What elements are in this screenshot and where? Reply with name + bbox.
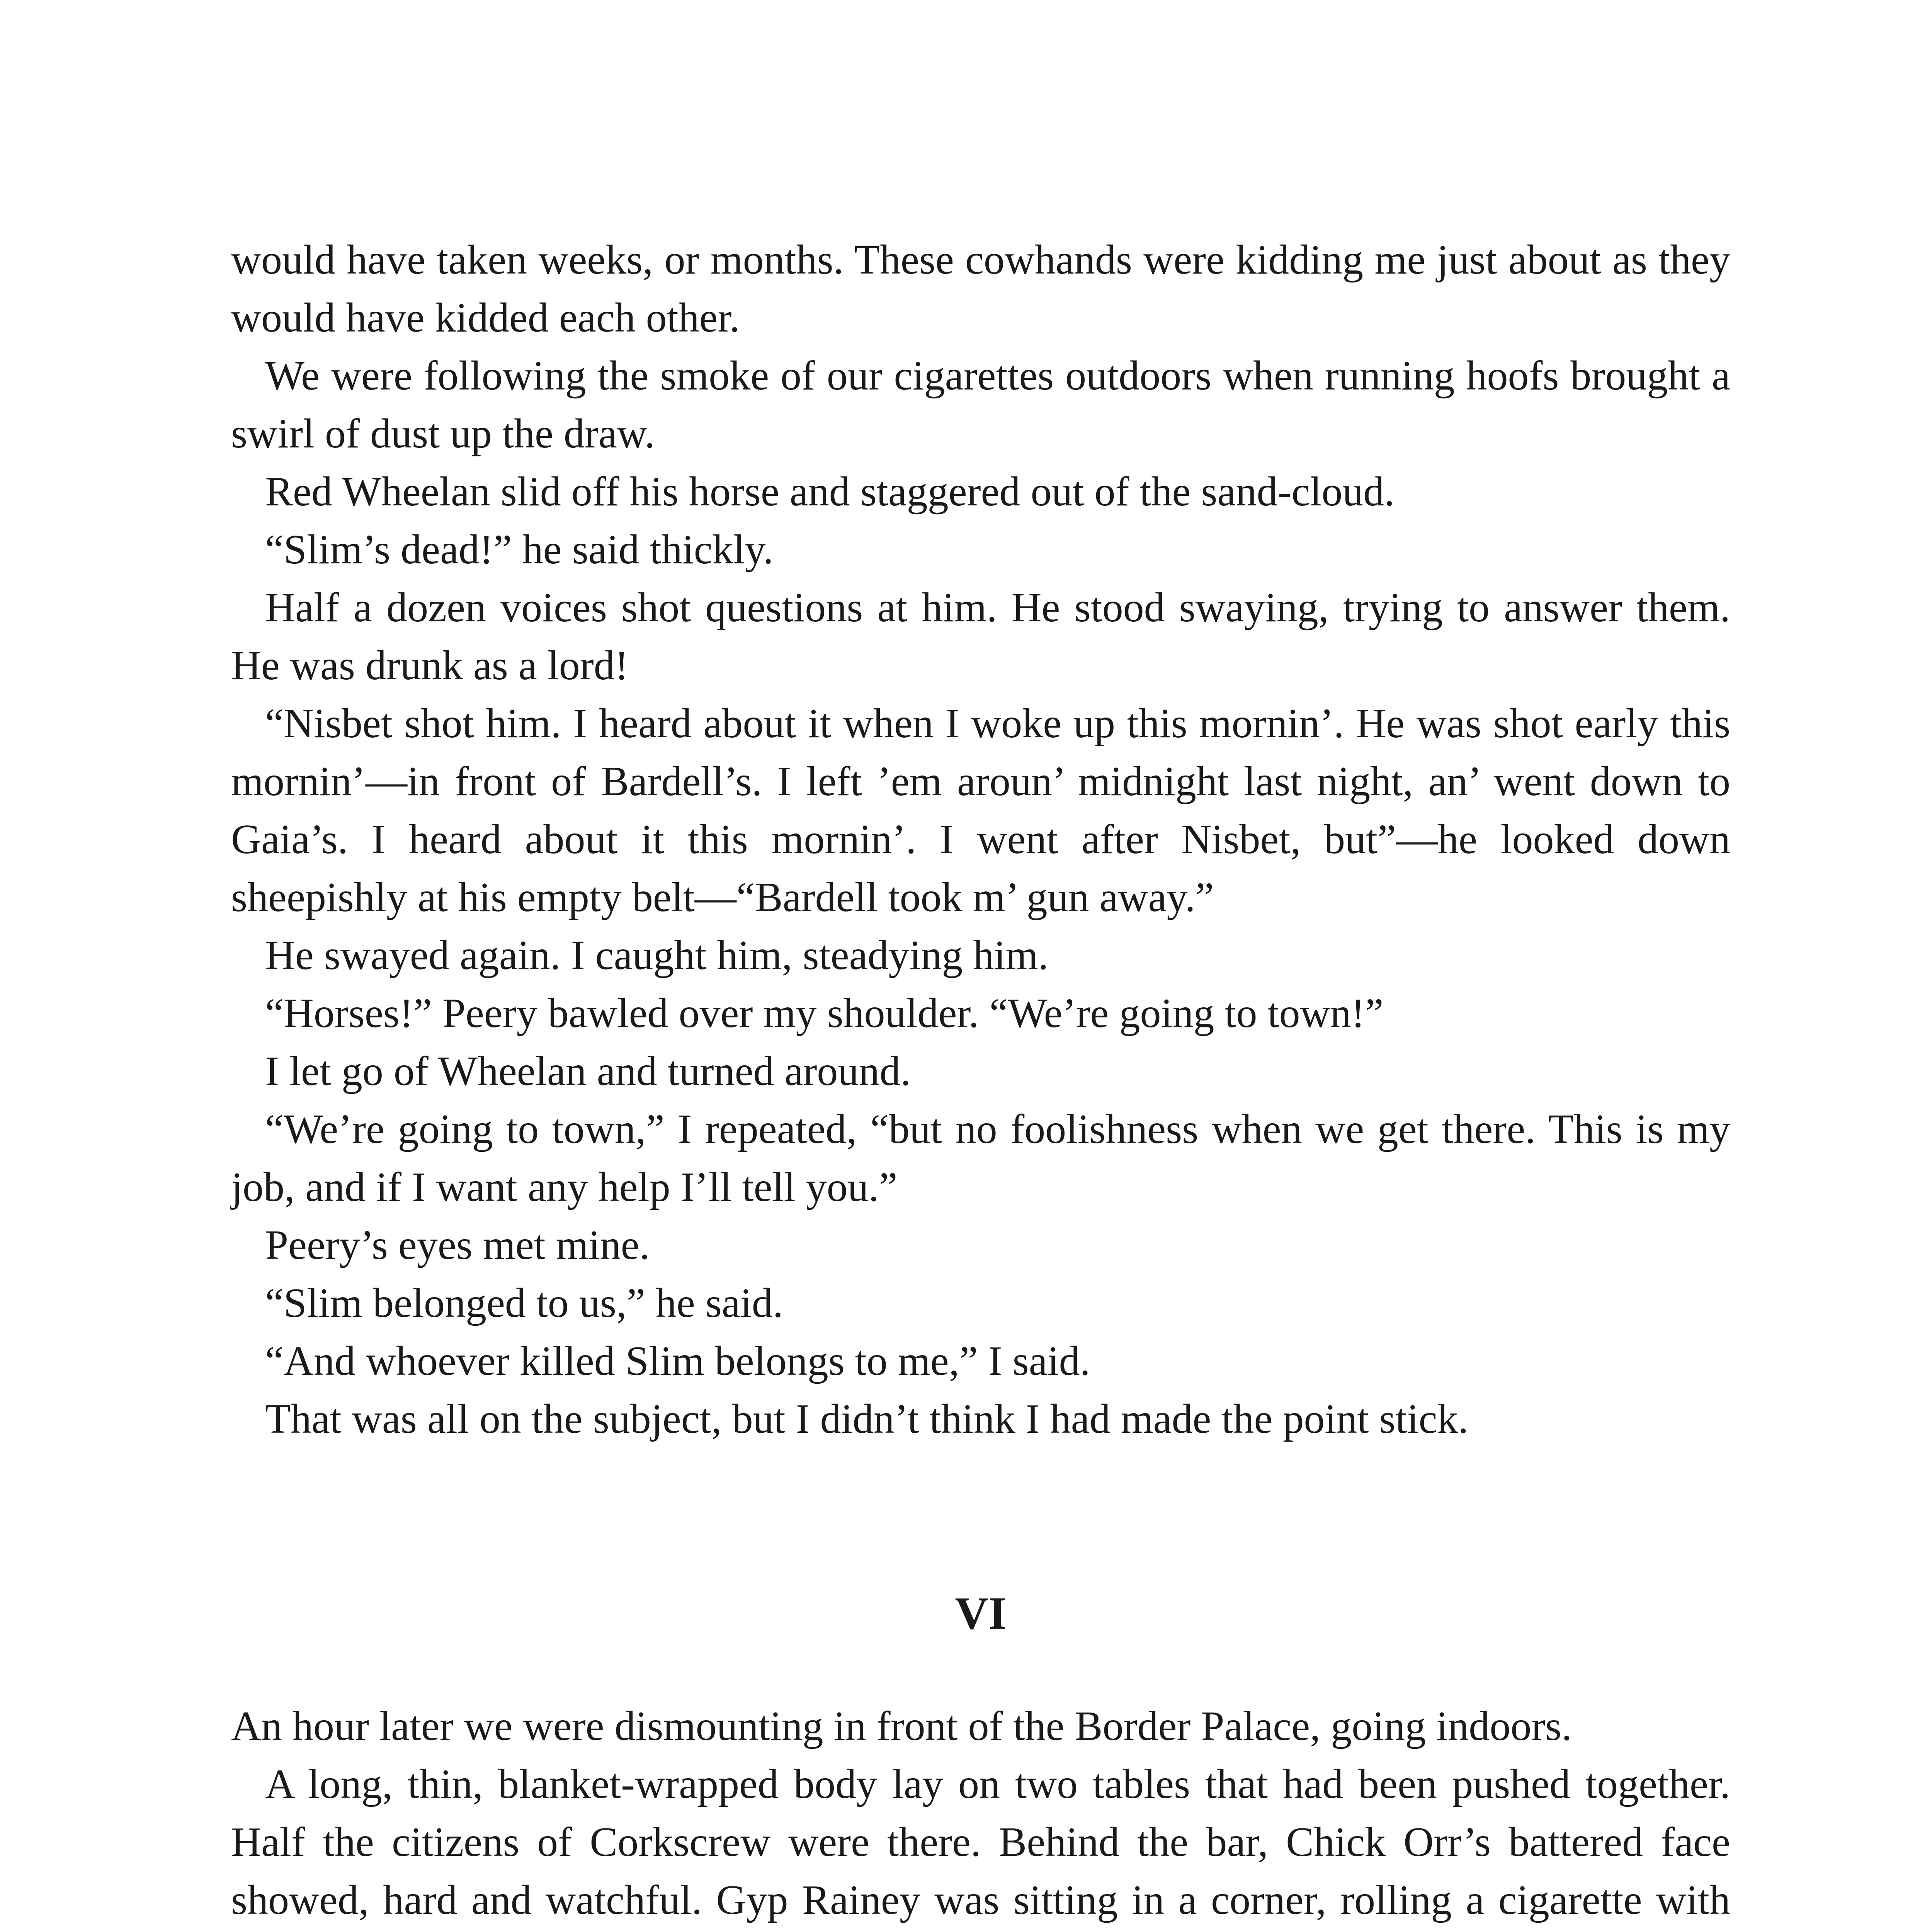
text-block-after-chapter	[231, 1697, 1730, 1932]
paragraph: “Nisbet shot him. I heard about it when I woke up this mornin’. He was shot early this mornin’—in front of Bardell’s. I left ’em aroun’ midnight last night, an’ went down to Gaia’s. I heard about it this mornin’. I went after Nisbet, but”—he looked down sheepishly at his empty belt—“Bardell took m’ gun away.”	[231, 701, 1730, 920]
paragraph: An hour later we were dismounting in front of the Border Palace, going indoors.	[231, 1703, 1572, 1749]
paragraph: I let go of Wheelan and turned around.	[265, 1048, 911, 1094]
paragraph: Half a dozen voices shot questions at him. He stood swaying, trying to answer them. He was drunk as a lord!	[231, 585, 1730, 689]
paragraph: “Slim’s dead!” he said thickly.	[265, 527, 774, 573]
paragraph: Red Wheelan slid off his horse and staggered out of the sand-cloud.	[265, 469, 1395, 515]
paragraph: “And whoever killed Slim belongs to me,” I said.	[265, 1338, 1090, 1384]
text-block-before-chapter	[231, 231, 1730, 1448]
paragraph: We were following the smoke of our cigarettes outdoors when running hoofs brought a swirl of dust up the draw.	[231, 353, 1730, 457]
paragraph: “We’re going to town,” I repeated, “but no foolishness when we get there. This is my job, and if I want any help I’ll tell you.”	[231, 1106, 1730, 1210]
paragraph: Peery’s eyes met mine.	[265, 1222, 650, 1268]
paragraph: That was all on the subject, but I didn’t think I had made the point stick.	[265, 1396, 1469, 1442]
paragraph: He swayed again. I caught him, steadying him.	[265, 932, 1049, 978]
paragraph: “Horses!” Peery bawled over my shoulder. “We’re going to town!”	[265, 990, 1384, 1036]
paragraph: would have taken weeks, or months. These cowhands were kidding me just about as they would have kidded each other.	[231, 237, 1730, 341]
chapter-heading: VI	[955, 1587, 1007, 1639]
paragraph: A long, thin, blanket-wrapped body lay on two tables that had been pushed together. Half the citizens of Corkscrew were there. Behind the bar, Chick Orr’s battered face showed, hard and watchful. Gyp Rainey was sitting in a corner, rolling a cigarette with	[231, 1761, 1730, 1923]
paragraph: “Slim belonged to us,” he said.	[265, 1280, 783, 1326]
